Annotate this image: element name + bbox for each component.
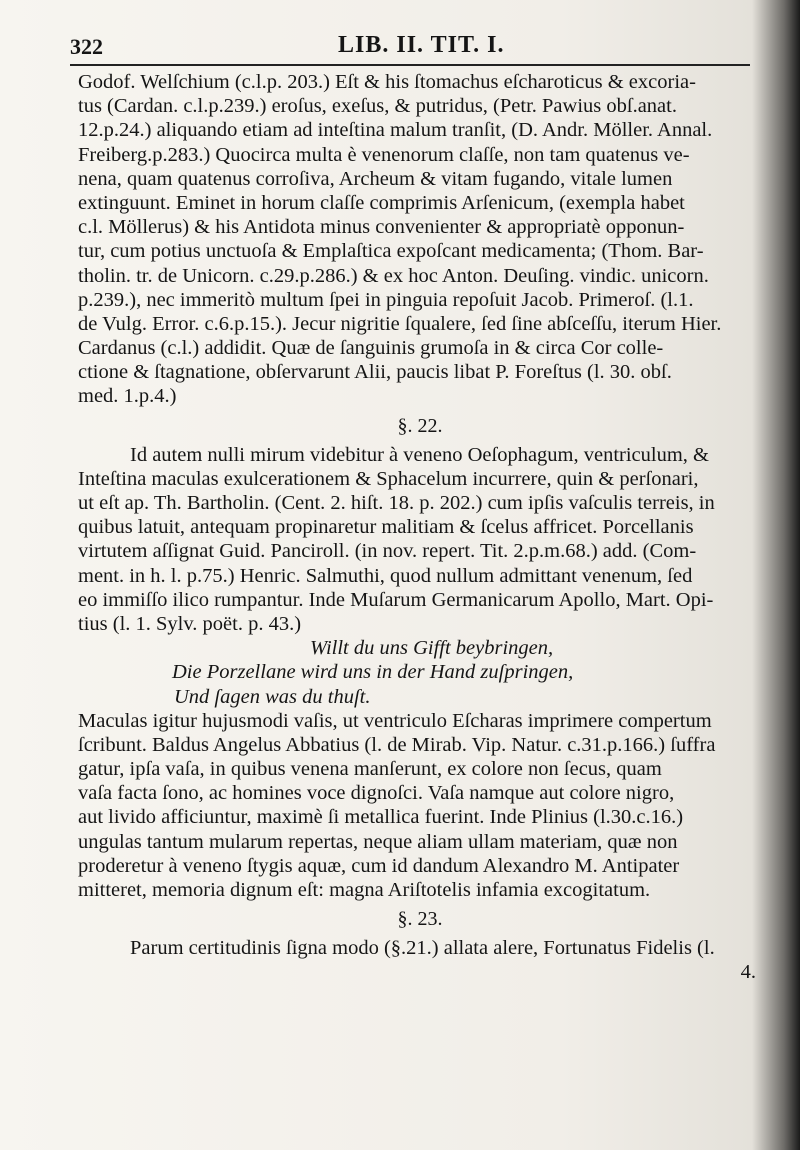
text-line: extinguunt. Eminet in horum claſſe comprimis Arſenicum, (exempla habet: [78, 191, 685, 214]
text-line: p.239.), nec immeritò multum ſpei in pinguia repoſuit Jacob. Primeroſ. (l.1.: [78, 288, 694, 311]
text-line: ſcribunt. Baldus Angelus Abbatius (l. de Mirab. Vip. Natur. c.31.p.166.) ſuffra: [78, 733, 716, 756]
text-line: 12.p.24.) aliquando etiam ad inteſtina malum tranſit, (D. Andr. Möller. Annal.: [78, 119, 713, 142]
verse-quote: [78, 636, 762, 709]
text-line: gatur, ipſa vaſa, in quibus venena manſerunt, ex colore non ſecus, quam: [78, 758, 662, 781]
section-heading-22: §. 22.: [397, 414, 443, 437]
running-head: LIB. II. TIT. I.: [338, 32, 505, 58]
verse-line: Willt du uns Gifft beybringen,: [310, 637, 554, 660]
text-line: Parum certitudinis ſigna modo (§.21.) allata alere, Fortunatus Fidelis (l.: [130, 937, 715, 960]
text-line: nena, quam quatenus corroſiva, Archeum & vitam fugando, vitale lumen: [78, 167, 673, 190]
text-line: proderetur à veneno ſtygis aquæ, cum id dandum Alexandro M. Antipater: [78, 854, 680, 877]
text-line: Freiberg.p.283.) Quocirca multa è venenorum claſſe, non tam quatenus ve-: [78, 143, 690, 166]
text-line: Id autem nulli mirum videbitur à veneno Oeſophagum, ventriculum, &: [130, 443, 709, 466]
page-header: [70, 30, 750, 60]
verse-line: Und ſagen was du thuſt.: [174, 685, 371, 708]
text-line: Inteſtina maculas exulcerationem & Sphacelum incurrere, quin & perſonari,: [78, 467, 699, 490]
text-line: tur, cum potius unctuoſa & Emplaſtica expoſcant medicamenta; (Thom. Bar-: [78, 240, 704, 263]
text-line: tholin. tr. de Unicorn. c.29.p.286.) & ex hoc Anton. Deuſing. vindic. unicorn.: [78, 264, 709, 287]
text-line: Godof. Welſchium (c.l.p. 203.) Eſt & his ſtomachus eſcharoticus & excoria-: [78, 71, 696, 93]
text-line: tius (l. 1. Sylv. poët. p. 43.): [78, 612, 302, 635]
text-line: mitteret, memoria dignum eſt: magna Ariſtotelis infamia excogitatum.: [78, 879, 651, 901]
text-line: ctione & ſtagnatione, obſervarunt Alii, paucis libat P. Foreſtus (l. 30. obſ.: [78, 361, 672, 384]
catchword: 4.: [740, 961, 756, 984]
text-line: ungulas tantum mularum repertas, neque aliam ullam materiam, quæ non: [78, 830, 678, 853]
text-line: aut livido afficiuntur, maximè ſi metallica fuerint. Inde Plinius (l.30.c.16.): [78, 806, 684, 829]
page-number: 322: [70, 34, 103, 59]
paragraph-4: [78, 936, 762, 984]
text-line: eo immiſſo ilico rumpantur. Inde Muſarum Germanicarum Apollo, Mart. Opi-: [78, 588, 714, 611]
header-rule: [70, 64, 750, 66]
text-line: de Vulg. Error. c.6.p.15.). Jecur nigritie ſqualere, ſed ſine abſceſſu, iterum Hier.: [78, 312, 722, 335]
paragraph-3: [78, 709, 762, 903]
text-line: ut eſt ap. Th. Bartholin. (Cent. 2. hiſt. 18. p. 202.) cum ipſis vaſculis terreis, in: [78, 492, 715, 514]
text-line: virtutem aſſignat Guid. Panciroll. (in nov. repert. Tit. 2.p.m.68.) add. (Com-: [78, 540, 697, 563]
text-line: med. 1.p.4.): [78, 385, 177, 408]
text-line: ment. in h. l. p.75.) Henric. Salmuthi, quod nullum admittant venenum, ſed: [78, 564, 693, 587]
verse-line: Die Porzellane wird uns in der Hand zuſpringen,: [172, 661, 574, 684]
section-heading-23: §. 23.: [397, 908, 443, 931]
text-line: quibus latuit, antequam propinaretur malitiam & ſcelus affricet. Porcellanis: [78, 516, 694, 539]
text-line: Cardanus (c.l.) addidit. Quæ de ſanguinis grumoſa in & circa Cor colle-: [78, 337, 664, 360]
text-line: c.l. Möllerus) & his Antidota minus convenienter & appropriatè opponun-: [78, 216, 685, 239]
text-line: vaſa facta ſono, ac homines voce dignoſci. Vaſa namque aut colore nigro,: [78, 782, 675, 805]
page-body: [78, 70, 762, 985]
text-line: tus (Cardan. c.l.p.239.) eroſus, exeſus, & putridus, (Petr. Pawius obſ.anat.: [78, 95, 677, 118]
paragraph-1: [78, 70, 762, 409]
paragraph-2: [78, 443, 762, 637]
text-line: Maculas igitur hujusmodi vaſis, ut ventriculo Eſcharas imprimere compertum: [78, 709, 712, 732]
